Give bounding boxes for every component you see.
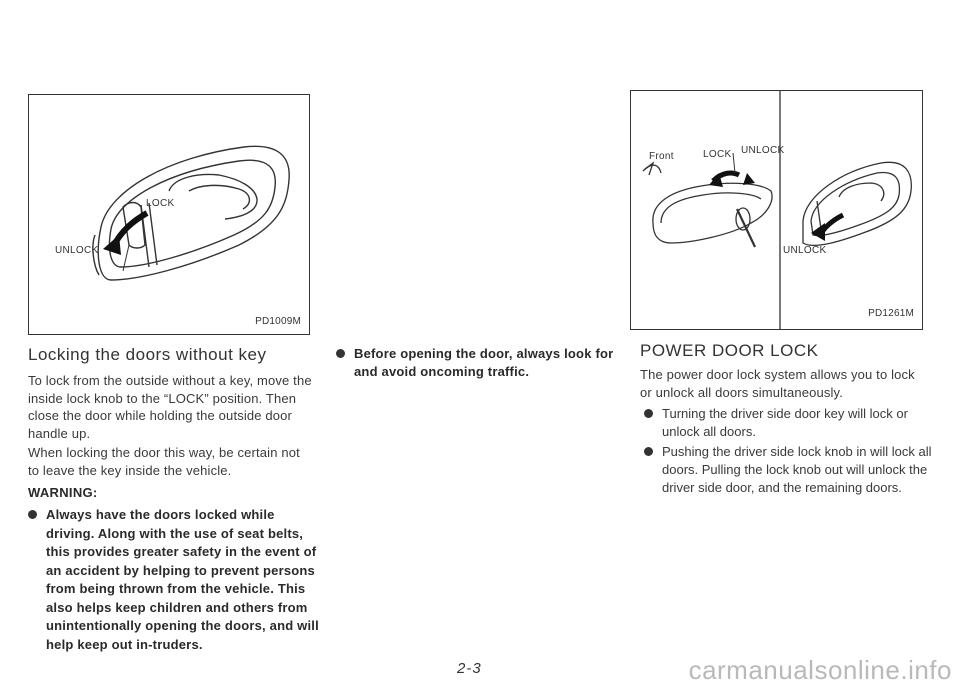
lock-label: LOCK <box>146 198 175 209</box>
list-item <box>644 405 944 441</box>
figure-code: PD1261M <box>868 308 914 319</box>
warning-text: Always have the doors locked while driving. Along with the use of seat belts, this provides greater safety in the event of an accident by helping to prevent persons from being thrown from the vehicle. This also helps keep children and others from unintentionally opening the doors, and will help keep out in-truders. <box>46 507 319 652</box>
list-item-text: Turning the driver side door key will lock or unlock all doors. <box>662 406 908 439</box>
page-number: 2-3 <box>457 660 482 677</box>
figure-inside-lock-knob <box>28 94 310 335</box>
section-heading: POWER DOOR LOCK <box>640 341 819 360</box>
watermark: carmanualsonline.info <box>688 655 952 685</box>
body-paragraph: When locking the door this way, be certain not to leave the key inside the vehicle. <box>28 445 300 478</box>
section-heading: Locking the doors without key <box>28 345 267 364</box>
lock-label: LOCK <box>703 149 732 160</box>
unlock-label-bottom: UNLOCK <box>783 245 827 256</box>
warning-label: WARNING: <box>28 485 98 500</box>
body-paragraph: The power door lock system allows you to lock or unlock all doors simultaneously. <box>640 367 915 400</box>
list-item <box>644 443 944 497</box>
front-label: Front <box>649 151 674 162</box>
door-handle-illustration <box>29 95 309 334</box>
bullet-dot <box>644 409 653 418</box>
body-paragraph: To lock from the outside without a key, move the inside lock knob to the “LOCK” position. Then close the door while holding the outside door handle up. <box>28 373 312 441</box>
bullet-dot <box>644 447 653 456</box>
unlock-label-top: UNLOCK <box>741 145 785 156</box>
warning-bullet <box>28 506 326 654</box>
figure-power-door-lock <box>630 90 923 330</box>
unlock-label: UNLOCK <box>55 245 99 256</box>
caution-text: Before opening the door, always look for and avoid oncoming traffic. <box>354 346 614 379</box>
figure-code: PD1009M <box>255 316 301 327</box>
lock-knob-illustration <box>631 91 922 329</box>
bullet-dot <box>28 510 37 519</box>
list-item-text: Pushing the driver side lock knob in will lock all doors. Pulling the lock knob out will unlock the driver side door, and the remaining doors. <box>662 444 932 495</box>
caution-bullet <box>336 345 636 381</box>
bullet-dot <box>336 349 345 358</box>
